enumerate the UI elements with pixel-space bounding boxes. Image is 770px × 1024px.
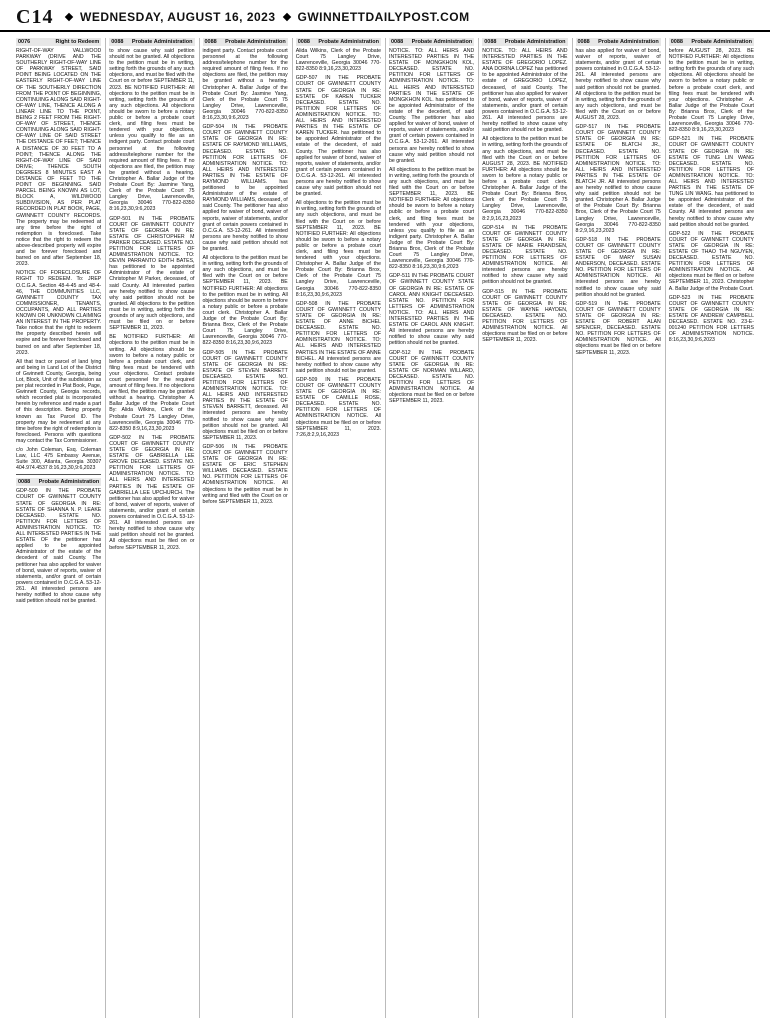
legal-notice: RIGHT-OF-WAY VALLWOOD PARKWAY (DRIVE AND THE SOUTHERLY RIGHT-OF-WAY LINE OF PARKWAY STREET, SAID POINT BEING LOCATED ON THE EASTERLY RIGHT-OF-WAY LINE OF THE SOUTHERLY DIRECTION FROM THE POINT OF BEGINNING, CONTINUING ALONG SAID RIGHT-OF-WAY LINE, THENCE ALONG A LINEAR LINE TO THE POINT, BEING 2 FEET FROM THE RIGHT-OF-WAY OF STREET, THENCE CONTINUING ALONG SAID RIGHT-OF-WAY LINE OF SAID STREET THE DISTANCE OF FEET; THENCE A DISTANCE OF 30 FEET TO A POINT; THENCE ALONG THE RIGHT-OF-WAY LINE OF SAID DRIVE; THENCE SOUTH DEGREES 8 MINUTES EAST A DISTANCE OF FEET TO THE POINT OF BEGINNING. SAID PARCEL BEING KNOWN AS LOT, BLOCK A, WILDWOOD SUBDIVISION, AS PER PLAT RECORDED IN PLAT BOOK, PAGE, GWINNETT COUNTY RECORDS. The property may be redeemed at any time before the right of redemption is foreclosed. Take notice that the right to redeem the above-described property will expire and be forever foreclosed and barred on and after September 18, 2023. — [16, 48, 102, 268]
column-6 — [478, 38, 567, 1018]
legal-notice: GDP-506 IN THE PROBATE COURT OF GWINNETT COUNTY STATE OF GEORGIA IN RE: ESTATE OF ERIC STEPHEN WILLIAMS DECEASED. ESTATE NO. PETITION FOR LETTERS OF ADMINISTRATION NOTICE. All objections to the petition must be in writing and filed with the Court on or before SEPTEMBER 11, 2023. — [202, 443, 288, 505]
column-1 — [16, 38, 101, 1018]
section-tag — [389, 38, 474, 46]
legal-notice: GDP-502 IN THE PROBATE COURT OF GWINNETT COUNTY STATE OF GEORGIA IN RE: ESTATE OF GABRIELLA LEE GROVE DECEASED. ESTATE NO. PETITION FOR LETTERS OF ADMINISTRATION NOTICE. TO: ALL HEIRS AND INTERESTED PARTIES IN THE ESTATE OF GABRIELLA LEE UPCHURCH. The petitioner has also applied for waiver of bond, waiver of reports, waiver of statements, and/or grant of certain powers contained in O.C.G.A. 53-12-261. All interested persons are hereby notified to show cause why said petition should not be granted. All objections must be filed on or before SEPTEMBER 11, 2023. — [109, 434, 195, 551]
section-tag — [576, 38, 661, 46]
legal-notice: All objections to the petition must be in writing, setting forth the grounds of any such objections, and must be filed with the Court on or before SEPTEMBER 11, 2023. BE NOTIFIED FURTHER: All objections should be sworn to before a notary public or before a probate court clerk, and filing fees must be tendered with your objections. Christopher A. Ballar Judge of the Probate Court By: Brianna Brox, Clerk of the Probate Court 75 Langley Drive, Lawrenceville, Georgia 30046 770-822-8350 8:16,23,30,9:6,2023 — [295, 200, 381, 298]
legal-notice: has also applied for waiver of bond, waiver of reports, waiver of statements, and/or grant of certain powers contained in O.C.G.A. 53-12-261. All interested persons are hereby notified to show cause why said petition should not be granted. All objections to the petition must be in writing, setting forth the grounds of any such objections, and must be filed with the Court on or before AUGUST 28, 2023. — [575, 48, 661, 122]
legal-notice: GDP-523 IN THE PROBATE COURT OF GWINNETT COUNTY STATE OF GEORGIA IN RE: ESTATE OF ANDREW CAMPBELL DECEASED. ESTATE NO. 23-E-001240 PETITION FOR LETTERS OF ADMINISTRATION NOTICE. 8:16,23,30,9:6,2023 — [668, 294, 754, 344]
section-code: 0088 — [577, 39, 590, 45]
column-4 — [292, 38, 381, 1018]
legal-notice: GDP-512 IN THE PROBATE COURT OF GWINNETT COUNTY STATE OF GEORGIA IN RE: ESTATE OF NORMAN WILLARD, DECEASED. ESTATE NO. PETITION FOR LETTERS OF ADMINISTRATION NOTICE. All objections must be filed on or before SEPTEMBER 11, 2023. — [389, 349, 475, 405]
section-title: Probate Administration — [598, 39, 659, 45]
section-tag — [203, 38, 288, 46]
legal-notice: to show cause why said petition should not be granted. All objections to the petition must be in writing, setting forth the grounds of any such objections, and must be filed with the Court on or before SEPTEMBER 11, 2023. BE NOTIFIED FURTHER: All objections to the petition must be in writing, setting forth the grounds of any such objections. All objections should be sworn to before a notary public or before a probate court clerk, and filing fees must be tendered with your objections, unless you qualify to file as an indigent party. Contact probate court personnel at the following address/telephone number for the required amount of filing fees. If no objections are filed, the petition may be granted without a hearing. Christopher A. Ballar Judge of the Probate Court By: Jasmine Yang, Clerk of the Probate Court 75 Langley Drive, Lawrenceville, Georgia 30046 770-822-8350 8:16,23,30,9:6,2023 — [109, 48, 195, 213]
legal-notice: GDP-519 IN THE PROBATE COURT OF GWINNETT COUNTY STATE OF GEORGIA IN RE: ESTATE OF ROBERT ALAN SPENCER, DECEASED. ESTATE NO. PETITION FOR LETTERS OF ADMINISTRATION NOTICE. All objections must be filed on or before SEPTEMBER 11, 2023. — [575, 300, 661, 356]
legal-notice: GDP-500 IN THE PROBATE COURT OF GWINNETT COUNTY STATE OF GEORGIA IN RE: ESTATE OF SHANNA N. P. LEAKE DECEASED. ESTATE NO. PETITION FOR LETTERS OF ADMINISTRATION NOTICE. TO: ALL INTERESTED PARTIES IN THE ESTATE OF the petitioner has applied to be appointed Administrator of the estate of the decedent of said County. The petitioner has also applied for waiver of bond, waiver of reports, waiver of statements, and/or grant of certain powers contained in O.C.G.A. 53-12-261. All interested persons are hereby notified to show cause why said petition should not be granted. — [16, 488, 102, 605]
section-code: 0088 — [670, 39, 683, 45]
section-code: 0088 — [484, 39, 497, 45]
notice-columns — [16, 38, 754, 1018]
column-8 — [665, 38, 754, 1018]
column-3 — [199, 38, 288, 1018]
legal-notice: GDP-518 IN THE PROBATE COURT OF GWINNETT COUNTY STATE OF GEORGIA IN RE: ESTATE OF MARY SUSAN ANDERSON, DECEASED. ESTATE NO. PETITION FOR LETTERS OF ADMINISTRATION NOTICE. All interested persons are hereby notified to show cause why said petition should not be granted. — [575, 236, 661, 298]
legal-notice: All that tract or parcel of land lying and being in Land Lot of the District of Gwinnett County, Georgia, being Lot, Block, Unit of the subdivision as per plat recorded in Plat Book, Page, Gwinnett County, Georgia records, which recorded plat is incorporated herein by reference and made a part of this description. Being property known as Tax Parcel ID. The property may be redeemed at any time before the right of redemption is foreclosed. Persons with questions may contact the Tax Commissioner. — [16, 358, 102, 444]
legal-notice: GDP-522 IN THE PROBATE COURT OF GWINNETT COUNTY STATE OF GEORGIA IN RE: ESTATE OF THAO THI NGUYEN, DECEASED. ESTATE NO. PETITION FOR LETTERS OF ADMINISTRATION NOTICE. All objections must be filed on or before SEPTEMBER 11, 2023. Christopher A. Ballar Judge of the Probate Court. — [668, 230, 754, 292]
legal-notice: All objections to the petition must be in writing, setting forth the grounds of any such objections, and must be filed with the Court on or before SEPTEMBER 11, 2023. BE NOTIFIED FURTHER: All objections should be sworn to before a notary public or before a probate court clerk, and filing fees must be tendered with your objections, unless you qualify to file as an indigent party. Christopher A. Ballar Judge of the Probate Court By: Brianna Brox, Clerk of the Probate Court 75 Langley Drive, Lawrenceville, Georgia 30046 770-822-8350 8:16,23,30,9:6,2023 — [389, 166, 475, 271]
section-title: Probate Administration — [131, 39, 193, 45]
section-tag — [16, 478, 101, 486]
section-title: Probate Administration — [225, 39, 286, 45]
legal-notice: All objections to the petition must be in writing, setting forth the grounds of any such objections, and must be filed with the Court on or before SEPTEMBER 11, 2023. BE NOTIFIED FURTHER: All objections to the petition must be in writing. All objections should be sworn to before a notary public or before a probate court clerk. Christopher A. Ballar Judge of the Probate Court By: Brianna Brox, Clerk of the Probate Court 75 Langley Drive, Lawrenceville, Georgia 30046 770-822-8350 8:16,23,30,9:6,2023 — [202, 255, 288, 347]
legal-notice: GDP-509 IN THE PROBATE COURT OF GWINNETT COUNTY STATE OF GEORGIA IN RE: ESTATE OF CAMILLE ROSE, DECEASED. ESTATE NO. PETITION FOR LETTERS OF ADMINISTRATION NOTICE. All objections must be filed on or before SEPTEMBER 11, 2023. 7:26,8:2,9,16,2023 — [295, 376, 381, 438]
section-tag — [669, 38, 754, 46]
legal-notice: indigent party. Contact probate court personnel at the following address/telephone number for the required amount of filing fees. If no objections are filed, the petition may be granted without a hearing. Christopher A. Ballar Judge of the Probate Court By: Jasmine Yang, Clerk of the Probate Court 75 Langley Drive, Lawrenceville, Georgia 30046 770-822-8350 8:16,23,30,9:6,2023 — [202, 48, 288, 122]
section-code: 0076 — [18, 39, 31, 45]
legal-notice: GDP-521 IN THE PROBATE COURT OF GWINNETT COUNTY STATE OF GEORGIA IN RE: ESTATE OF TUNG LIN WANG DECEASED. ESTATE NO. PETITION FOR LETTERS OF ADMINISTRATION NOTICE. TO: ALL HEIRS AND INTERESTED PARTIES IN THE ESTATE OF TUNG LIN WANG. has petitioned to be appointed Administrator of the estate of the decedent, of said County. All interested persons are hereby notified to show cause why said petition should not be granted. — [668, 136, 754, 228]
section-code: 0088 — [297, 39, 310, 45]
issue-date: WEDNESDAY, AUGUST 16, 2023 — [80, 10, 276, 24]
divider — [16, 474, 101, 475]
legal-notice: GDP-505 IN THE PROBATE COURT OF GWINNETT COUNTY STATE OF GEORGIA IN RE: ESTATE OF STEVEN BARRETT DECEASED. ESTATE NO. PETITION FOR LETTERS OF ADMINISTRATION NOTICE. TO: ALL HEIRS AND INTERESTED PARTIES IN THE ESTATE OF STEVEN BARRETT, deceased. All interested persons are hereby notified to show cause why said petition should not be granted. All objections must be filed on or before SEPTEMBER 11, 2023. — [202, 349, 288, 441]
legal-notice: NOTICE. TO: ALL HEIRS AND INTERESTED PARTIES IN THE ESTATE OF GREGORIO LOPEZ. ANA DORINA LOPEZ has petitioned to be appointed Administrator of the estate of GREGORIO LOPEZ, deceased, of said County. The petitioner has also applied for waiver of bond, waiver of reports, waiver of statements, and/or grant of certain powers contained in O.C.G.A. 53-12-261. All interested persons are hereby notified to show cause why said petition should not be granted. — [482, 48, 568, 134]
column-5 — [385, 38, 474, 1018]
legal-notice: GDP-514 IN THE PROBATE COURT OF GWINNETT COUNTY STATE OF GEORGIA IN RE: ESTATE OF MARIE FRANDSEN, DECEASED. ESTATE NO. PETITION FOR LETTERS OF ADMINISTRATION NOTICE. All interested persons are hereby notified to show cause why said petition should not be granted. — [482, 224, 568, 286]
website-link[interactable]: GWINNETTDAILYPOST.COM — [297, 10, 470, 24]
section-code: 0088 — [18, 479, 31, 486]
diamond-icon — [282, 13, 290, 21]
legal-notice: All objections to the petition must be in writing, setting forth the grounds of any such objections, and must be filed with the Court on or before AUGUST 28, 2023. BE NOTIFIED FURTHER: All objections should be sworn to before a notary public or before a probate court clerk. Christopher A. Ballar Judge of the Probate Court By: Brianna Brox, Clerk of the Probate Court 75 Langley Drive, Lawrenceville, Georgia 30046 770-822-8350 8:2,9,16,23,2023 — [482, 136, 568, 222]
legal-notice: c/o John Coleman, Esq. Coleman Law, LLC 475 Embassy Avenue, Suite 300, Atlanta, Georgia 30307 404.974.4537 8:16,23,30,9:6,2023 — [16, 447, 102, 472]
page-number: C14 — [16, 6, 54, 28]
legal-notice: GDP-501 IN THE PROBATE COURT OF GWINNETT COUNTY STATE OF GEORGIA IN RE: ESTATE OF CHRISTOPHER M PARKER DECEASED. ESTATE NO. PETITION FOR LETTERS OF ADMINISTRATION NOTICE. TO: DEVIN PARRANTO EDITH BATES, has petitioned to be appointed Administrator of the estate of Christopher M Parker, deceased, of said County. All interested parties are hereby notified to show cause why said petition should not be granted. All objections to the petition must be in writing, setting forth the grounds of any such objections, and must be filed on or before SEPTEMBER 11, 2023. — [109, 215, 195, 332]
legal-notice: BE NOTIFIED FURTHER: All objections to the petition must be in writing. All objections should be sworn to before a notary public or before a probate court clerk, and filing fees must be tendered with your objections. Contact probate court personnel for the required amount of filing fees. If no objections are filed, the petition may be granted without a hearing. Christopher A. Ballar Judge of the Probate Court By: Alida Wilkins, Clerk of the Probate Court 75 Langley Drive, Lawrenceville, Georgia 30046 770-822-8350 8:9,16,23,30,2023 — [109, 334, 195, 432]
section-tag — [16, 38, 101, 46]
column-2 — [105, 38, 194, 1018]
page-header — [0, 0, 770, 32]
legal-notice: GDP-507 IN THE PROBATE COURT OF GWINNETT COUNTY STATE OF GEORGIA IN RE: ESTATE OF KAREN TUCKER DECEASED. ESTATE NO. PETITION FOR LETTERS OF ADMINISTRATION NOTICE. TO: ALL HEIRS AND INTERESTED PARTIES IN THE ESTATE OF KAREN TUCKER. has petitioned to be appointed Administrator of the estate of the decedent, of said County. The petitioner has also applied for waiver of bond, waiver of reports, waiver of statements, and/or grant of certain powers contained in O.C.G.A. 53-12-261. All interested persons are hereby notified to show cause why said petition should not be granted. — [295, 75, 381, 198]
section-title: Probate Administration — [38, 479, 100, 486]
legal-notice: GDP-515 IN THE PROBATE COURT OF GWINNETT COUNTY STATE OF GEORGIA IN RE: ESTATE OF WAYNE HAYDEN, DECEASED. ESTATE NO. PETITION FOR LETTERS OF ADMINISTRATION NOTICE. All objections must be filed on or before SEPTEMBER 11, 2023. — [482, 288, 568, 344]
legal-notice: before AUGUST 28, 2023. BE NOTIFIED FURTHER: All objections to the petition must be in writing, setting forth the grounds of any such objections. All objections should be sworn to before a notary public or before a probate court clerk, and filing fees must be tendered with your objections. Christopher A. Ballar Judge of the Probate Court By: Brianna Brox, Clerk of the Probate Court 75 Langley Drive, Lawrenceville, Georgia 30046 770-822-8350 8:9,16,23,30,2023 — [668, 48, 754, 134]
section-title: Right to Redeem — [55, 39, 100, 45]
section-tag — [482, 38, 567, 46]
dateline — [58, 10, 470, 24]
section-title: Probate Administration — [504, 39, 566, 45]
legal-notice: NOTICE OF FORECLOSURE OF RIGHT TO REDEEM. To: JREP O.C.G.A. Section 48-4-45 and 48-4-46, THE COMMUNITIES LLC, GWINNETT COUNTY TAX COMMISSIONER, TENANTS, OCCUPANTS, AND ALL PARTIES KNOWN OR UNKNOWN CLAIMING AN INTEREST IN THE PROPERTY. Take notice that the right to redeem the property described herein will expire and be forever foreclosed and barred on and after September 18, 2023. — [16, 270, 102, 356]
section-tag — [296, 38, 381, 46]
section-code: 0088 — [111, 39, 124, 45]
section-tag — [109, 38, 194, 46]
column-7 — [572, 38, 661, 1018]
diamond-icon — [65, 13, 73, 21]
section-title: Probate Administration — [411, 39, 473, 45]
section-code: 0088 — [204, 39, 217, 45]
legal-notice: GDP-517 IN THE PROBATE COURT OF GWINNETT COUNTY STATE OF GEORGIA IN RE: ESTATE OF BLATCH JR., DECEASED. ESTATE NO. PETITION FOR LETTERS OF ADMINISTRATION NOTICE. TO: ALL HEIRS AND INTERESTED PARTIES IN THE ESTATE OF BLATCH JR. All interested persons are hereby notified to show cause why said petition should not be granted. Christopher A. Ballar Judge of the Probate Court By: Brianna Brox, Clerk of the Probate Court 75 Langley Drive, Lawrenceville, Georgia 30046 770-822-8350 8:2,9,16,23,2023 — [575, 124, 661, 234]
legal-notice: GDP-504 IN THE PROBATE COURT OF GWINNETT COUNTY STATE OF GEORGIA IN RE: ESTATE OF RAYMOND WILLIAMS, DECEASED. ESTATE NO. PETITION FOR LETTERS OF ADMINISTRATION NOTICE. TO: ALL HEIRS AND INTERESTED PARTIES IN THE ESTATE OF RAYMOND WILLIAMS. has petitioned to be appointed Administrator of the estate of RAYMOND WILLIAMS, deceased, of said County. The petitioner has also applied for waiver of bond, waiver of reports, waiver of statements, and/or grant of certain powers contained in O.C.G.A. 53-12-261. All interested persons are hereby notified to show cause why said petition should not be granted. — [202, 124, 288, 252]
section-code: 0088 — [391, 39, 404, 45]
section-title: Probate Administration — [318, 39, 379, 45]
legal-notice: GDP-508 IN THE PROBATE COURT OF GWINNETT COUNTY STATE OF GEORGIA IN RE: ESTATE OF ANNE BICHEL DECEASED. ESTATE NO. PETITION FOR LETTERS OF ADMINISTRATION NOTICE. TO: ALL HEIRS AND INTERESTED PARTIES IN THE ESTATE OF ANNE BICHEL. All interested persons are hereby notified to show cause why said petition should not be granted. — [295, 300, 381, 374]
legal-notice: Alida Wilkins, Clerk of the Probate Court 75 Langley Drive, Lawrenceville, Georgia 30046 770-822-8350 8:9,16,23,30,2023 — [295, 48, 381, 73]
section-title: Probate Administration — [691, 39, 752, 45]
legal-notice: NOTICE. TO: ALL HEIRS AND INTERESTED PARTIES IN THE ESTATE OF MONGKHON KOL, DECEASED. ESTATE NO. PETITION FOR LETTERS OF ADMINISTRATION NOTICE. TO: ALL HEIRS AND INTERESTED PARTIES IN THE ESTATE OF MONGKHON KOL. has petitioned to be appointed Administrator of the estate of the decedent, of said County. The petitioner has also applied for waiver of bond, waiver of reports, waiver of statements, and/or grant of certain powers contained in O.C.G.A. 53-12-261. All interested persons are hereby notified to show cause why said petition should not be granted. — [389, 48, 475, 164]
legal-notice: GDP-511 IN THE PROBATE COURT OF GWINNETT COUNTY STATE OF GEORGIA IN RE: ESTATE OF CAROL ANN KNIGHT DECEASED. ESTATE NO. PETITION FOR LETTERS OF ADMINISTRATION NOTICE. TO: ALL HEIRS AND INTERESTED PARTIES IN THE ESTATE OF CAROL ANN KNIGHT. All interested persons are hereby notified to show cause why said petition should not be granted. — [389, 273, 475, 347]
